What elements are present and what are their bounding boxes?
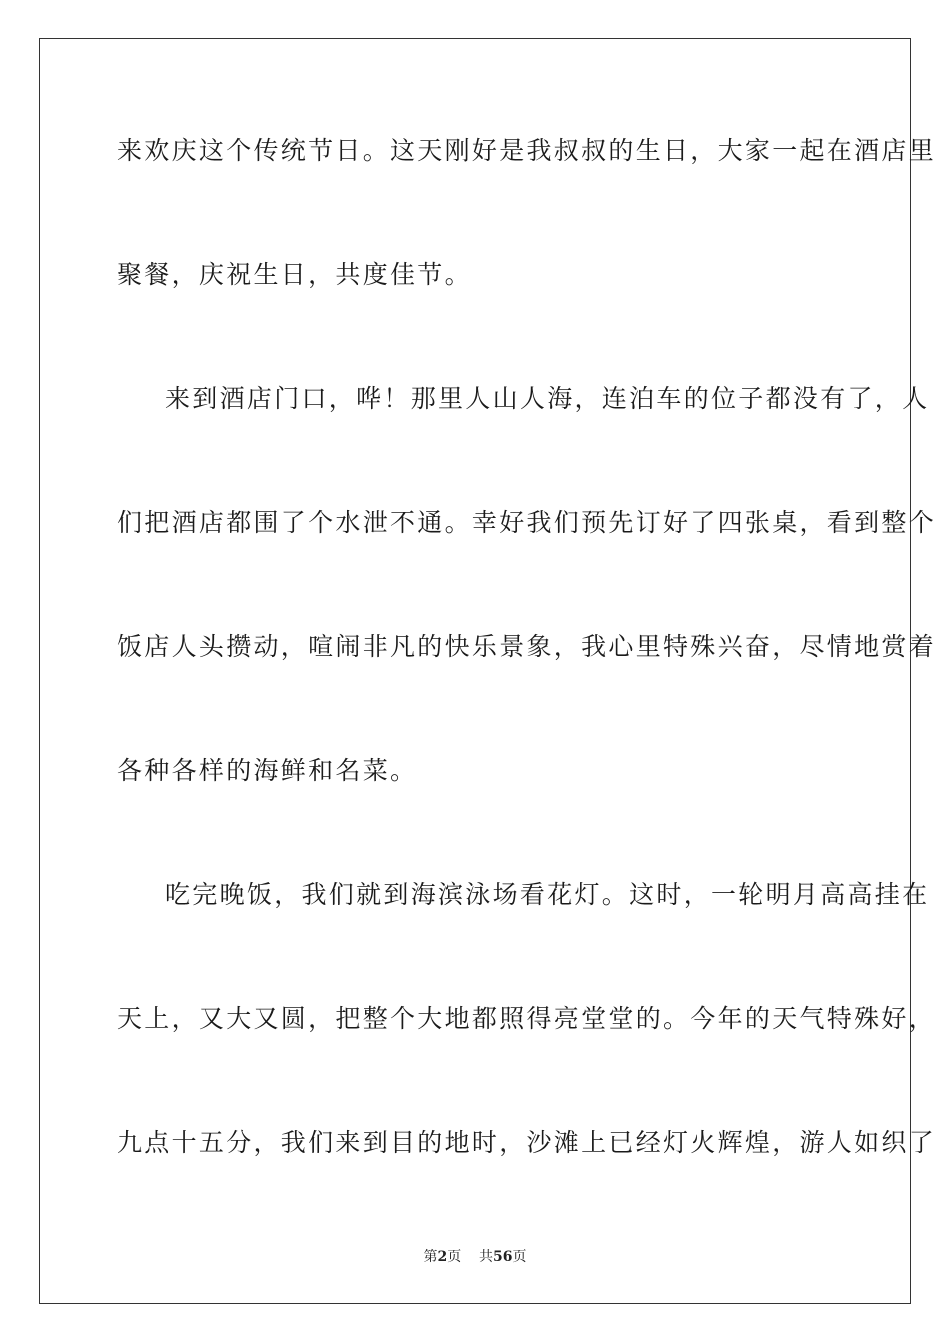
page-border — [39, 38, 937, 1304]
text-line-3: 来到酒店门口，哗！那里人山人海，连泊车的位子都没有了，人 — [165, 384, 930, 413]
text-line-1: 来欢庆这个传统节日。这天刚好是我叔叔的生日，大家一起在酒店里 — [117, 136, 937, 165]
page-number: 2 — [437, 1249, 448, 1265]
text-line-2: 聚餐，庆祝生日，共度佳节。 — [117, 260, 472, 289]
text-line-8: 天上，又大又圆，把整个大地都照得亮堂堂的。今年的天气特殊好， — [117, 1004, 937, 1033]
page-prefix: 第 — [423, 1249, 438, 1265]
total-suffix: 页 — [512, 1249, 527, 1265]
text-line-9: 九点十五分，我们来到目的地时，沙滩上已经灯火辉煌，游人如织了 — [117, 1128, 937, 1157]
text-line-4: 们把酒店都围了个水泄不通。幸好我们预先订好了四张桌，看到整个 — [117, 508, 937, 537]
total-pages: 56 — [493, 1249, 513, 1265]
text-line-5: 饭店人头攒动，喧闹非凡的快乐景象，我心里特殊兴奋，尽情地赏着 — [117, 632, 937, 661]
page-footer — [0, 1248, 950, 1266]
total-prefix: 共 — [479, 1249, 494, 1265]
page-suffix: 页 — [447, 1249, 462, 1265]
text-line-7: 吃完晚饭，我们就到海滨泳场看花灯。这时，一轮明月高高挂在 — [165, 880, 930, 909]
text-line-6: 各种各样的海鲜和名菜。 — [117, 756, 418, 785]
